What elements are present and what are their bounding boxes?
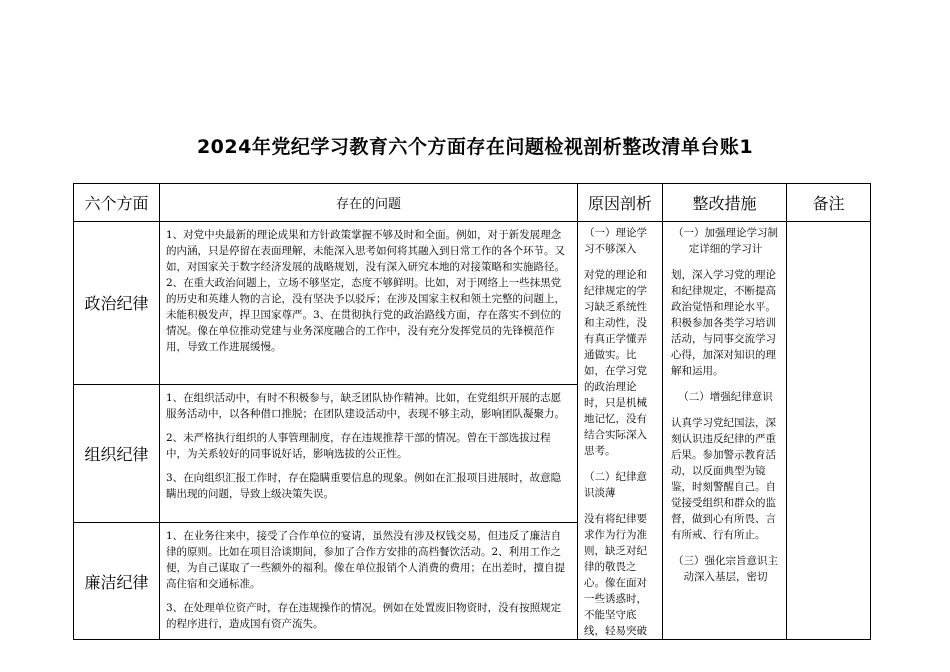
issues-cell (160, 222, 578, 385)
document-title: 2024年党纪学习教育六个方面存在问题检视剖析整改清单台账1 (196, 136, 754, 158)
issue-text: 1、在业务往来中，接受了合作单位的宴请，虽然没有涉及权钱交易，但违反了廉洁自律的原则。比如在项目洽谈期间，参加了合作方安排的高档餐饮活动。2、利用工作之便，为自己谋取了一些额外的福利。像在单位报销个人消费的费用；在出差时，擅自提高住宿和交通标准。 (166, 530, 565, 591)
measures-cell (663, 222, 787, 640)
measure-heading: （二）增强纪律意识 (678, 391, 773, 403)
measure-text: 认真学习党纪国法，深刻认识违反纪律的严重后果。参加警示教育活动，以反面典型为镜鉴，时刻警醒自己。自觉接受组织和群众的监督，做到心有所畏、言有所戒、行有所止。 (671, 417, 776, 541)
category-organizational: 组织纪律 (74, 384, 160, 522)
cause-cell (578, 222, 663, 640)
header-measures: 整改措施 (663, 184, 787, 222)
header-aspect: 六个方面 (74, 184, 160, 222)
issue-text: 3、在处理单位资产时，存在违规操作的情况。例如在处置废旧物资时，没有按照规定的程序进行，造成国有资产流失。 (166, 602, 562, 631)
issues-cell (160, 384, 578, 522)
table-row (74, 222, 871, 385)
category-political: 政治纪律 (74, 222, 160, 385)
cause-text: 没有将纪律要求作为行为准则，缺乏对纪律的敬畏之心。像在面对一些诱惑时，不能坚守底线，轻易突破 (584, 513, 647, 637)
header-notes: 备注 (787, 184, 871, 222)
measure-text: 划，深入学习党的理论和纪律规定，不断提高政治觉悟和理论水平。积极参加各类学习培训活动，与同事交流学习心得，加深对知识的理解和运用。 (671, 269, 776, 377)
issues-cell (160, 523, 578, 640)
issue-text: 2、未严格执行组织的人事管理制度，存在违规推荐干部的情况。曾在干部选拔过程中，为关系较好的同事说好话，影响选拔的公正性。 (166, 431, 551, 460)
cause-text: 对党的理论和纪律规定的学习缺乏系统性和主动性，没有真正学懂弄通做实。比如，在学习党的政治理论时，只是机械地记忆，没有结合实际深入思考。 (584, 269, 647, 457)
cause-heading: （一）理论学习不够深入 (584, 227, 647, 255)
issue-text: 1、在组织活动中，有时不积极参与，缺乏团队协作精神。比如，在党组织开展的志愿服务活动中，以各种借口推脱；在团队建设活动中，表现不够主动，影响团队凝聚力。 (166, 391, 565, 420)
issue-text: 1、对党中央最新的理论成果和方针政策掌握不够及时和全面。例如，对于新发展理念的内涵，只是停留在表面理解，未能深入思考如何将其融入到日常工作的各个环节。又如，对国家关于数字经济发展的战略规划，没有深入研究本地的对接策略和实施路径。2、在重大政治问题上，立场不够坚定，态度不够鲜明。比如，对于网络上一些抹黑党的历史和英雄人物的言论，没有坚决予以驳斥；在涉及国家主权和领土完整的问题上，未能积极发声，捍卫国家尊严。3、在贯彻执行党的政治路线方面，存在落实不到位的情况。像在单位推动党建与业务深度融合的工作中，没有充分发挥党员的先锋模范作用，导致工作进展缓慢。 (166, 229, 565, 353)
measure-heading: （三）强化宗旨意识主动深入基层，密切 (673, 555, 778, 583)
category-integrity: 廉洁纪律 (74, 523, 160, 640)
header-cause: 原因剖析 (578, 184, 663, 222)
header-issues: 存在的问题 (160, 184, 578, 222)
table-header-row (74, 184, 871, 222)
measure-heading: （一）加强理论学习制定详细的学习计 (673, 227, 778, 255)
cause-heading: （二）纪律意识淡薄 (584, 471, 647, 499)
rectification-table (73, 183, 871, 640)
notes-cell (787, 222, 871, 640)
issue-text: 3、在向组织汇报工作时，存在隐瞒重要信息的现象。例如在汇报项目进展时，故意隐瞒出现的问题，导致上级决策失误。 (166, 471, 562, 500)
